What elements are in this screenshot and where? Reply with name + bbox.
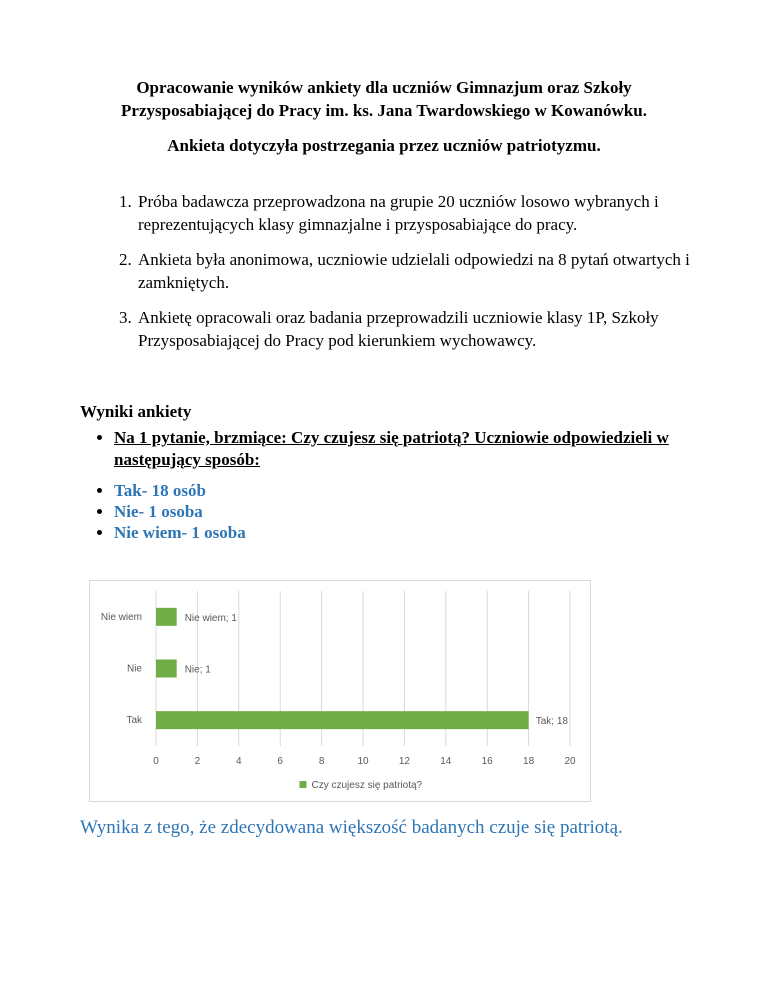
answer-nie: • Nie- 1 osoba: [114, 501, 480, 522]
x-tick-label-3: 6: [277, 756, 283, 767]
category-label-1: Nie: [126, 663, 142, 675]
question-list: [80, 427, 700, 471]
document-subtitle: Ankieta dotyczyła postrzegania przez uczniów patriotyzmu.: [167, 136, 601, 155]
x-tick-label-0: 0: [153, 756, 159, 767]
category-label-0: Nie wiem: [100, 611, 142, 623]
bar-0: [156, 608, 177, 626]
title-line-2: Przysposabiającej do Pracy im. ks. Jana Twardowskiego w Kowanówku.: [121, 101, 647, 120]
bar-2: [156, 711, 529, 729]
results-heading: Wyniki ankiety: [80, 402, 192, 421]
method-points-list: [80, 190, 690, 364]
conclusion-text: Wynika z tego, że zdecydowana większość badanych czuje się patriotą.: [80, 817, 623, 838]
bar-chart-svg: [90, 581, 592, 803]
x-tick-label-10: 20: [564, 756, 576, 767]
title-line-1: Opracowanie wyników ankiety dla uczniów Gimnazjum oraz Szkoły: [136, 78, 632, 97]
data-label-2: Tak; 18: [535, 716, 568, 728]
legend-swatch: [300, 781, 307, 788]
answer-tak: • Tak- 18 osób: [114, 480, 480, 501]
x-tick-label-1: 2: [194, 756, 201, 767]
data-label-1: Nie; 1: [184, 664, 211, 676]
data-label-0: Nie wiem; 1: [184, 612, 237, 624]
x-tick-label-5: 10: [357, 756, 369, 767]
document-title: [60, 76, 708, 122]
question-item: [114, 427, 700, 471]
bar-chart: [89, 580, 591, 802]
answer-nie-wiem: • Nie wiem- 1 osoba: [114, 522, 480, 543]
x-tick-label-7: 14: [440, 756, 452, 767]
x-tick-label-4: 8: [318, 756, 325, 767]
method-point-1: 1. Próba badawcza przeprowadzona na grupie 20 uczniów losowo wybranych i reprezentujących klasy gimnazjalne i przysposabiające do pracy.: [136, 190, 690, 236]
question-text: Na 1 pytanie, brzmiące: Czy czujesz się patriotą? Uczniowie odpowiedzieli w następujący sposób:: [114, 428, 669, 469]
category-label-2: Tak: [126, 715, 142, 727]
legend-label: Czy czujesz się patriotą?: [311, 780, 423, 791]
x-tick-label-8: 16: [481, 756, 493, 767]
x-tick-label-9: 18: [523, 756, 535, 767]
method-point-3: 3. Ankietę opracowali oraz badania przeprowadzili uczniowie klasy 1P, Szkoły Przysposabiającej do Pracy pod kierunkiem wychowawcy.: [136, 306, 690, 352]
answers-list: [80, 480, 480, 543]
bar-1: [156, 660, 177, 678]
x-tick-label-6: 12: [398, 756, 410, 767]
method-point-2: 2. Ankieta była anonimowa, uczniowie udzielali odpowiedzi na 8 pytań otwartych i zamkniętych.: [136, 248, 690, 294]
x-tick-label-2: 4: [236, 756, 242, 767]
